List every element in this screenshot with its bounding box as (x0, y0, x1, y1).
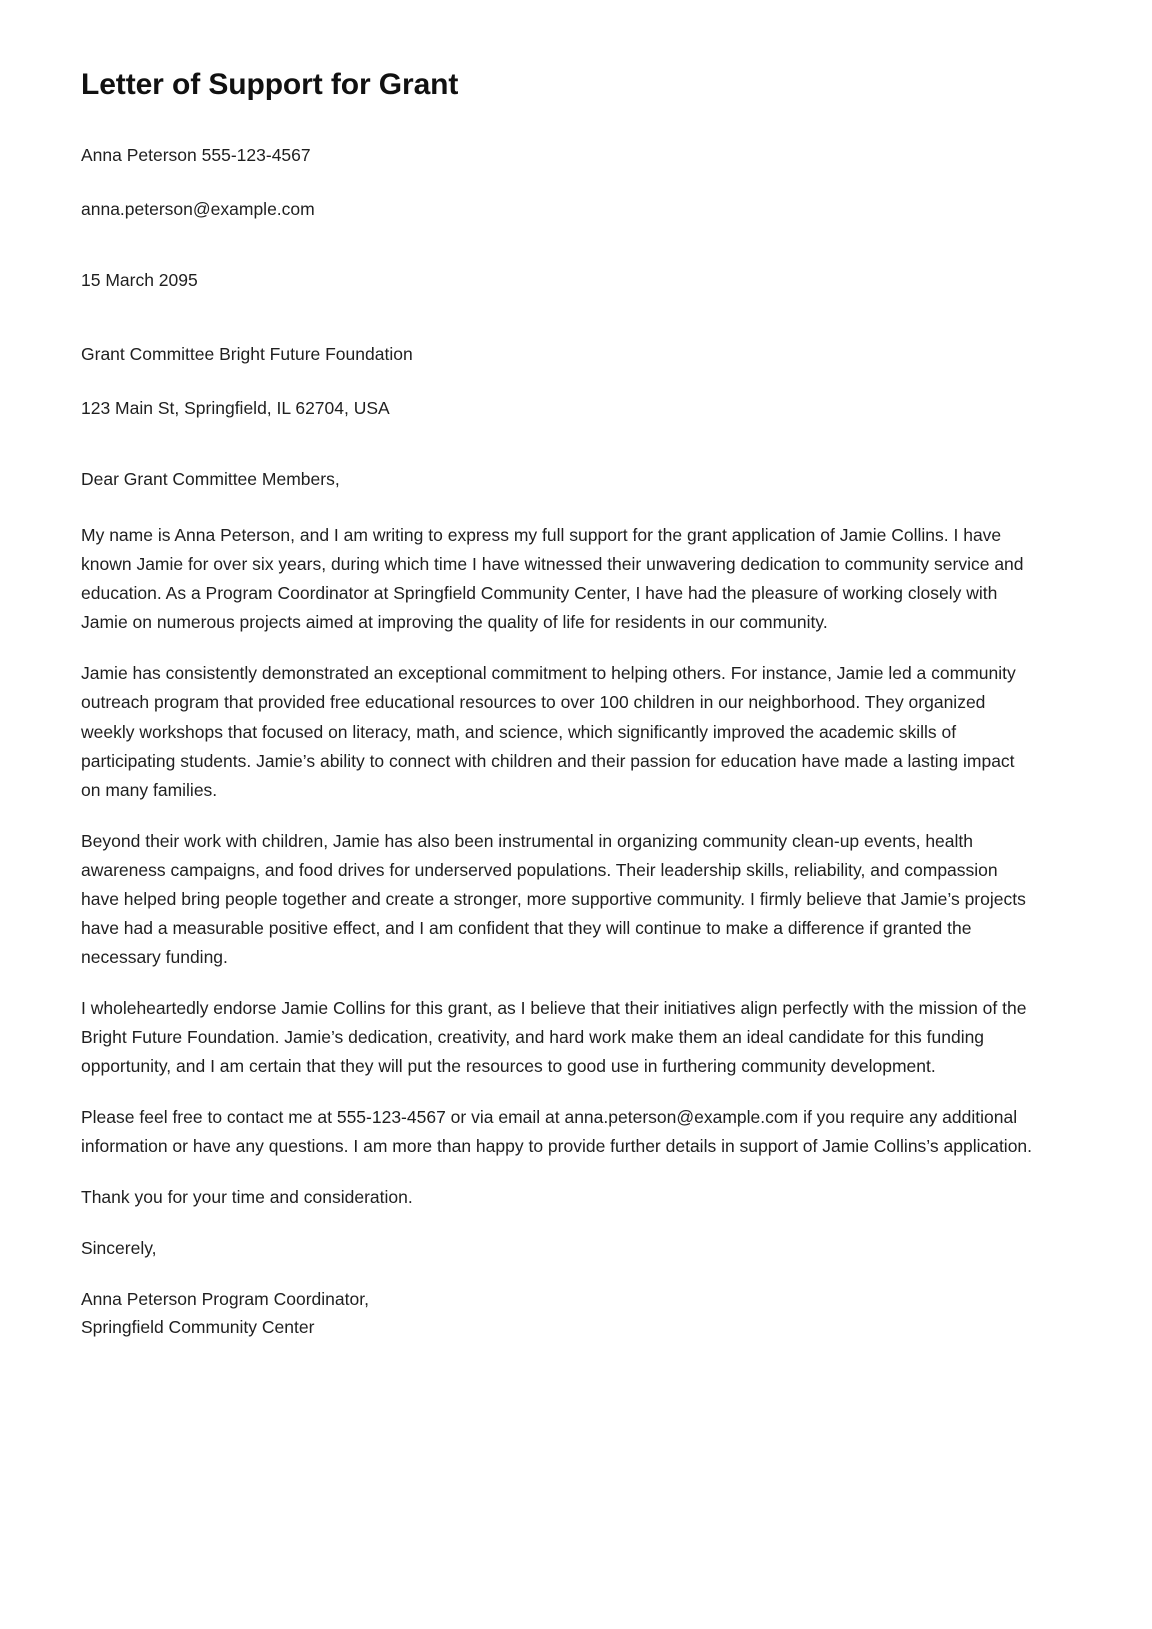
recipient-organization: Grant Committee Bright Future Foundation (81, 343, 413, 364)
sender-email: anna.peterson@example.com (81, 198, 315, 219)
signature-name-title: Anna Peterson Program Coordinator, (81, 1289, 369, 1310)
salutation: Dear Grant Committee Members, (81, 469, 340, 490)
body-paragraph-4: I wholeheartedly endorse Jamie Collins for this grant, as I believe that their initiatives align perfectly with the mission of the Bright Future Foundation. Jamie’s dedication, creativity, and hard work make them an ideal candidate for this funding opportunity, and I am certain that they will put the resources to good use in furthering community development. (81, 997, 1027, 1076)
letter-date: 15 March 2095 (81, 269, 198, 290)
body-paragraph-5: Please feel free to contact me at 555-123-4567 or via email at anna.peterson@example.com if you require any additional information or have any questions. I am more than happy to provide further details in support of Jamie Collins’s application. (81, 1107, 1033, 1157)
recipient-address: 123 Main St, Springfield, IL 62704, USA (81, 398, 390, 418)
body-paragraph-2: Jamie has consistently demonstrated an exceptional commitment to helping others. For instance, Jamie led a community outreach program that provided free educational resources to over 100 children in our neighborhood. They organized weekly workshops that focused on literacy, math, and science, which significantly improved the academic skills of participating students. Jamie’s ability to connect with children and their passion for education have made a lasting impact on many families. (81, 663, 1016, 800)
closing-line: Sincerely, (81, 1238, 157, 1259)
sender-name-phone: Anna Peterson 555-123-4567 (81, 144, 311, 165)
body-paragraph-3: Beyond their work with children, Jamie has also been instrumental in organizing community clean-up events, health awareness campaigns, and food drives for underserved populations. Their leadership skills, reliability, and compassion have helped bring people together and create a stronger, more supportive community. I firmly believe that Jamie’s projects have had a measurable positive effect, and I am confident that they will continue to make a difference if granted the necessary funding. (81, 830, 1026, 967)
body-paragraph-1: My name is Anna Peterson, and I am writing to express my full support for the grant application of Jamie Collins. I have known Jamie for over six years, during which time I have witnessed their unwavering dedication to community service and education. As a Program Coordinator at Springfield Community Center, I have had the pleasure of working closely with Jamie on numerous projects aimed at improving the quality of life for residents in our community. (81, 525, 1024, 633)
signature-block (81, 1285, 1052, 1341)
thank-you-line: Thank you for your time and consideration. (81, 1187, 413, 1208)
page-title: Letter of Support for Grant (81, 68, 459, 101)
signature-organization: Springfield Community Center (81, 1317, 315, 1338)
